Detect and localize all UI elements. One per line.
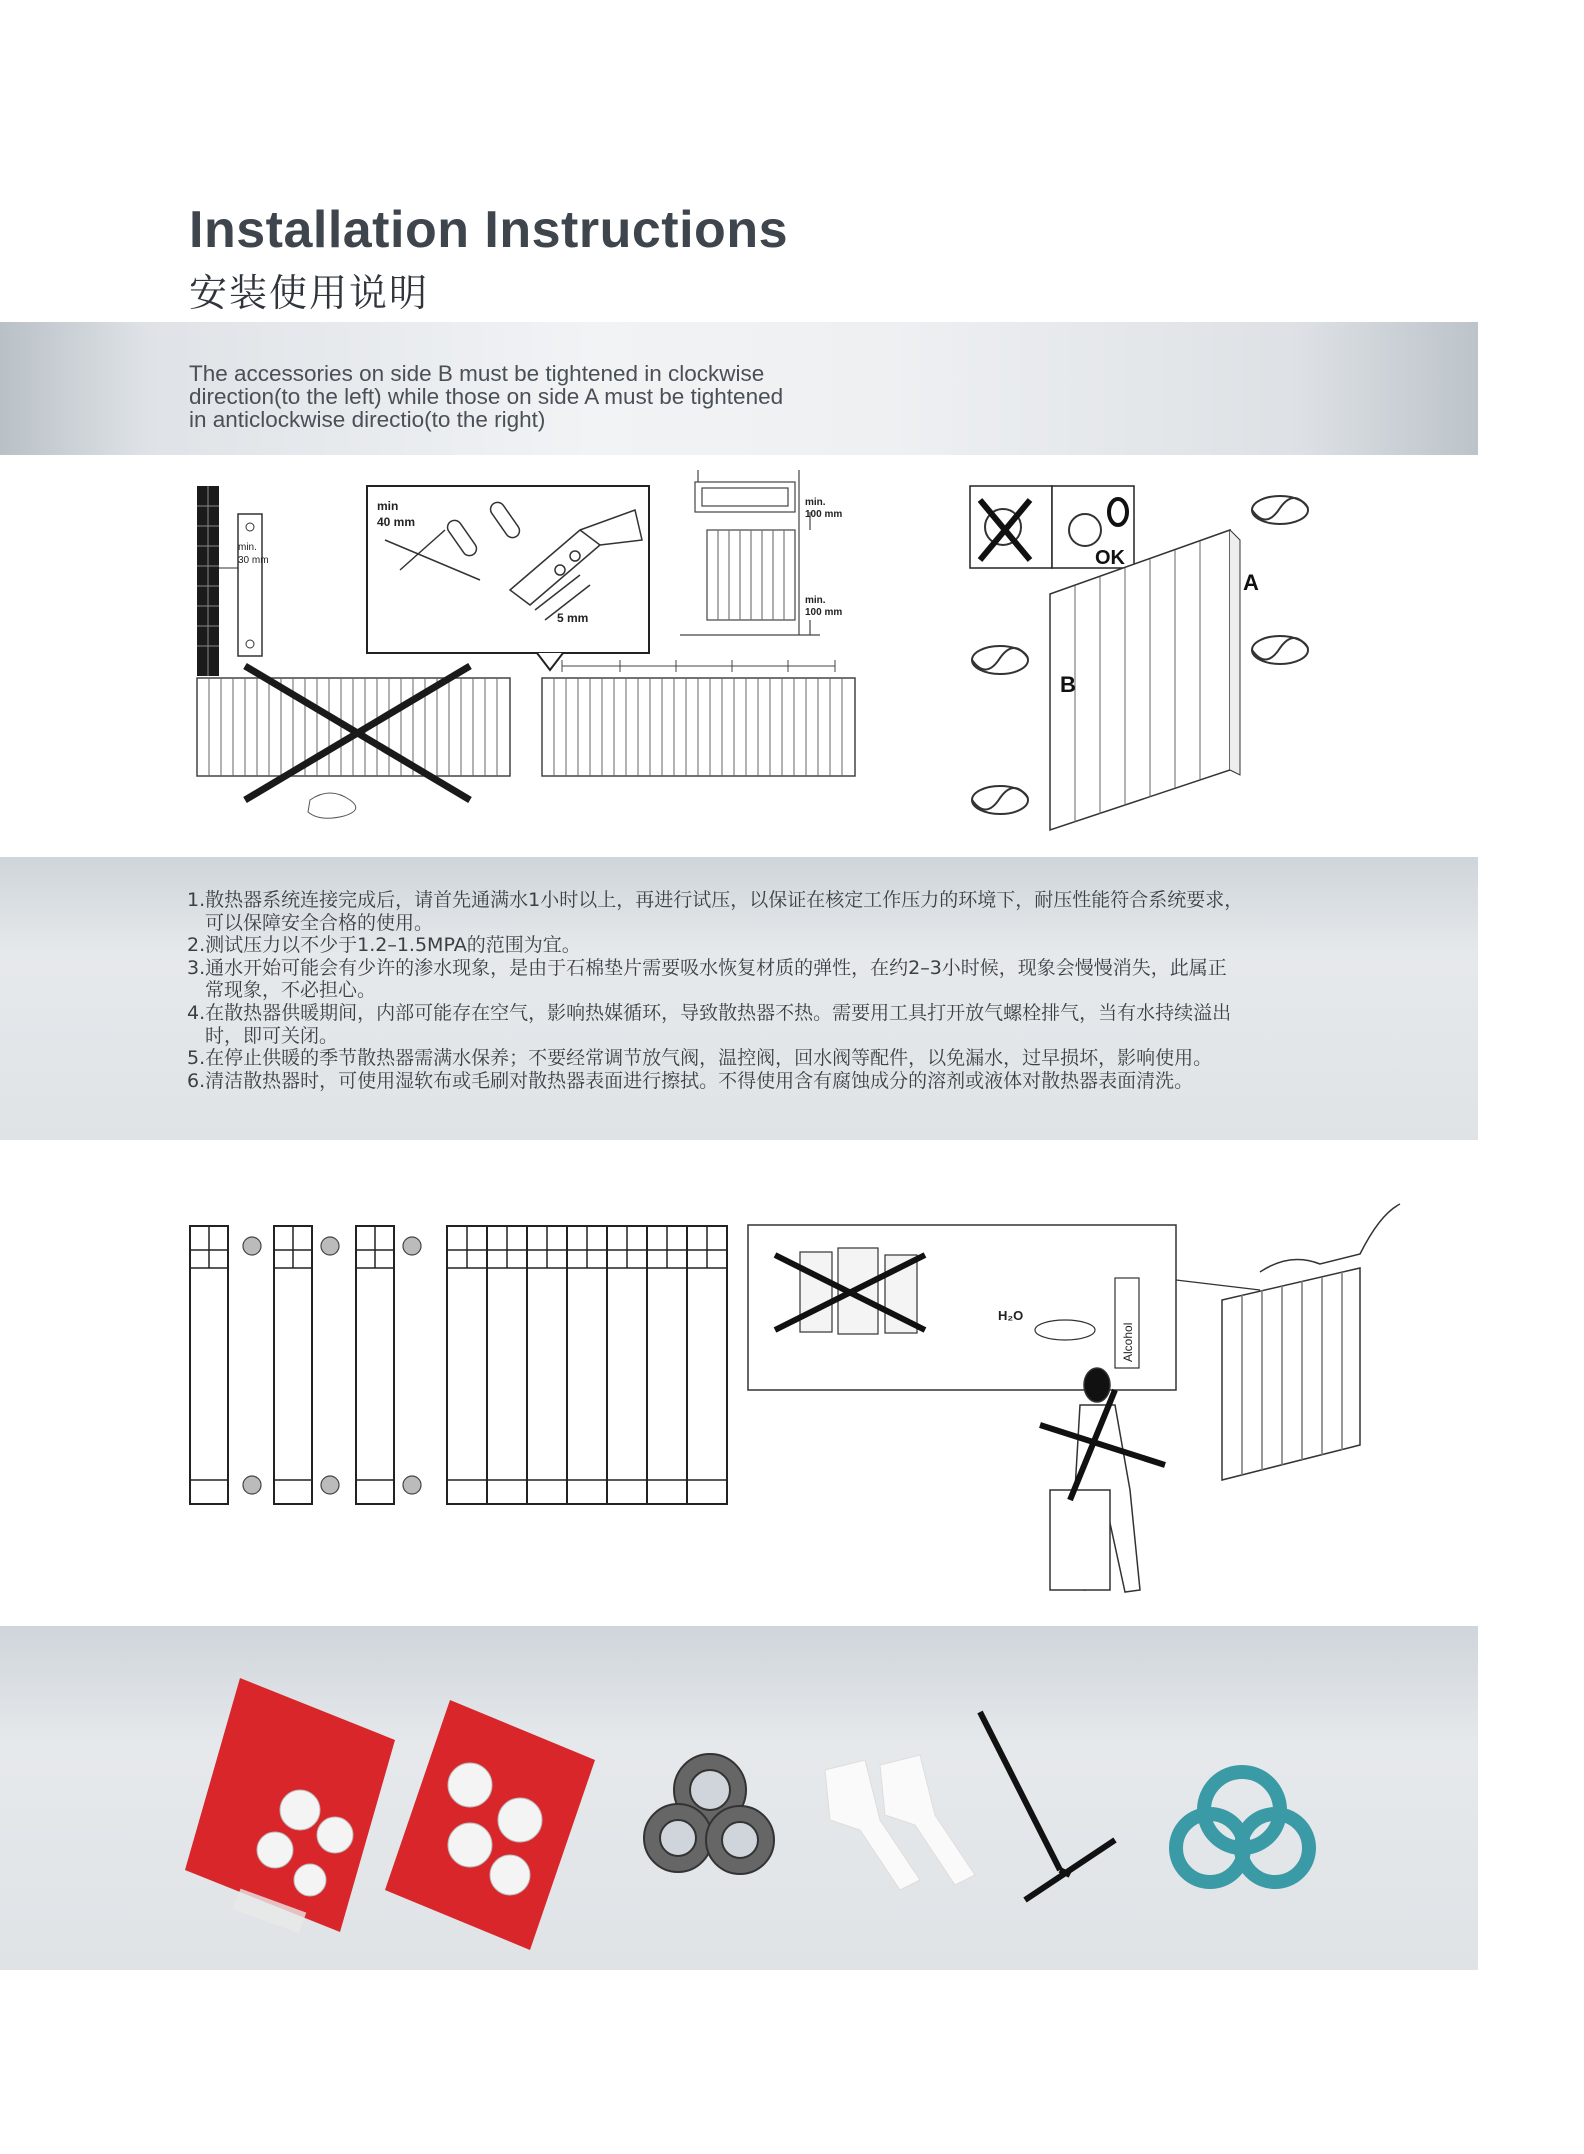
side-a-label: A — [1243, 570, 1259, 595]
instruction-5: 5.在停止供暖的季节散热器需满水保养；不要经常调节放气阀，温控阀，回水阀等配件，以免漏水，过早损坏，影响使用。 — [187, 1047, 1213, 1070]
gaskets — [1176, 1772, 1309, 1882]
tighten-note — [189, 362, 783, 431]
instruction-1-cont: 可以保障安全合格的使用。 — [205, 911, 434, 934]
instruction-list — [187, 889, 1387, 1092]
tighten-note-line-1: The accessories on side B must be tightened in clockwise — [189, 361, 765, 386]
page-subtitle: 安装使用说明 — [189, 273, 430, 315]
screw-5mm-label: 5 mm — [557, 611, 589, 625]
person-figure — [1050, 1368, 1140, 1592]
accessory-pack-2 — [385, 1700, 595, 1950]
clearance-top-value: 100 mm — [805, 509, 843, 520]
instruction-1: 1.散热器系统连接完成后，请首先通满水1小时以上，再进行试压，以保证在核定工作压力的环境下，耐压性能符合系统要求， — [187, 889, 1244, 911]
drill-40mm-label: 40 mm — [377, 515, 416, 529]
nipple-rings — [644, 1754, 774, 1874]
page-title: Installation Instructions — [189, 201, 788, 259]
accessory-pack-1 — [185, 1678, 395, 1933]
installation-diagram — [180, 470, 1310, 840]
tighten-note-line-2: direction(to the left) while those on side A must be tightened — [189, 384, 784, 409]
instruction-3-cont: 常现象，不必担心。 — [205, 979, 377, 1002]
side-b-label: B — [1060, 672, 1076, 697]
wall-30mm-label: 30 mm — [238, 555, 269, 566]
wall-radiator — [1222, 1204, 1400, 1480]
clearance-diagram — [680, 470, 820, 635]
instruction-3: 3.通水开始可能会有少许的渗水现象，是由于石棉垫片需要吸水恢复材质的弹性，在约2–3小时候，现象会慢慢消失，此属正 — [187, 956, 1227, 979]
wall-bracket-diagram — [197, 486, 269, 676]
clearance-bottom-value: 100 mm — [805, 607, 843, 618]
brackets — [825, 1755, 975, 1890]
tighten-note-line-3: in anticlockwise directio(to the right) — [189, 407, 546, 432]
instruction-2: 2.测试压力以不少于1.2–1.5MPA的范围为宜。 — [187, 934, 581, 957]
alcohol-label: Alcohol — [1121, 1322, 1135, 1362]
radiator-wrong-mount — [197, 666, 510, 818]
t-key-tool — [980, 1712, 1115, 1900]
instruction-4: 4.在散热器供暖期间，内部可能存在空气，影响热媒循环，导致散热器不热。需要用工具打开放气螺栓排气，当有水持续溢出 — [187, 1001, 1232, 1024]
clearance-bottom-min: min. — [805, 595, 826, 606]
drill-min-label: min — [377, 499, 399, 513]
ok-label: OK — [1095, 547, 1125, 569]
assembly-diagram — [180, 1200, 1410, 1620]
accessories-photos — [180, 1670, 1380, 1950]
instruction-6: 6.清洁散热器时，可使用湿软布或毛刷对散热器表面进行擦拭。不得使用含有腐蚀成分的溶剂或液体对散热器表面清洗。 — [187, 1069, 1194, 1092]
wall-min-label: min. — [238, 542, 257, 553]
drill-detail-box — [367, 486, 649, 670]
radiator-correct-mount — [542, 660, 855, 776]
h2o-label: H₂O — [998, 1308, 1024, 1323]
instruction-4-cont: 时，即可关闭。 — [205, 1024, 339, 1047]
tightening-diagram — [970, 486, 1308, 830]
clearance-top-min: min. — [805, 497, 826, 508]
